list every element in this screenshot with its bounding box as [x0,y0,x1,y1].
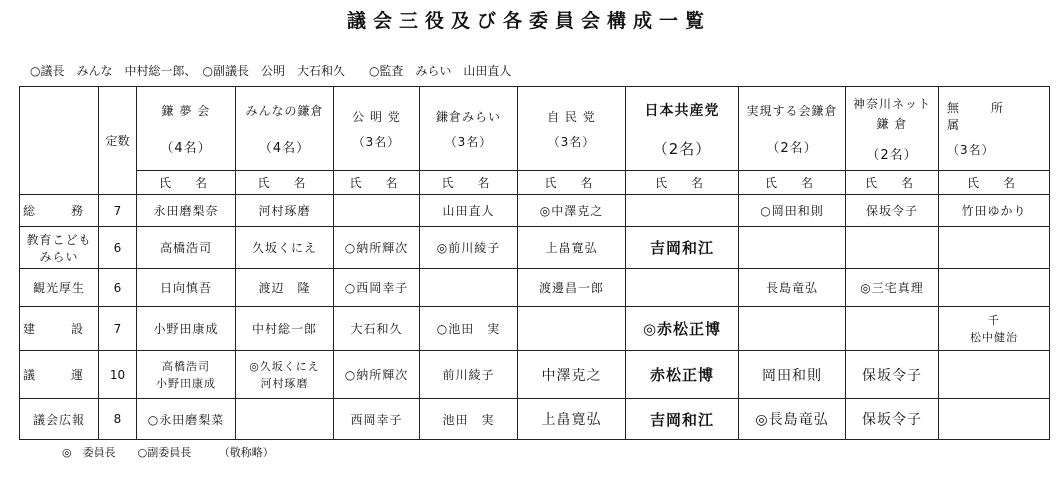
cell-line: 小野田康成 [153,322,219,336]
name-header: 氏 名 [846,171,939,195]
cell-line: 高橋浩司 [159,241,212,255]
cell-line: 松中健治 [970,330,1018,344]
cell-line: 中澤克之 [541,367,602,384]
member-cell [420,195,518,227]
party-header [939,87,1050,171]
member-cell [939,195,1050,227]
cell-line: ○岡田和則 [760,204,824,218]
member-cell [236,351,334,399]
name-header: 氏 名 [518,171,626,195]
party-header [518,87,626,171]
member-cell [846,399,939,440]
member-cell [420,227,518,269]
party-header [420,87,518,171]
cell-line: 教育こども [26,232,92,247]
cell-line: 総 務 [22,204,95,218]
name-header-row [20,171,1050,195]
corner-cell [20,87,99,195]
member-cell [518,269,626,307]
party-name: 実現する会鎌倉 [746,103,838,118]
party-count: （2名） [652,140,712,158]
party-count: （4名） [160,140,212,156]
committee-row [20,351,1050,399]
cell-line: 西岡幸子 [350,412,403,427]
cell-line: 吉岡和江 [649,239,714,257]
committee-teisu: 6 [99,269,137,307]
cell-line: ○西岡幸子 [344,281,409,295]
member-cell [626,399,739,440]
name-header: 氏 名 [626,171,739,195]
member-cell [518,307,626,351]
party-header [334,87,420,171]
cell-line: 観光厚生 [32,281,85,295]
member-cell [739,195,846,227]
member-cell [626,307,739,351]
cell-line: 山田直人 [442,204,495,218]
member-cell [137,195,236,227]
member-cell [626,269,739,307]
member-cell [739,307,846,351]
officers-line: ○議長 みんな 中村総一郎、 ○副議長 公明 大石和久 ○監査 みらい 山田直人 [30,64,512,78]
committee-name [20,269,99,307]
member-cell [846,269,939,307]
party-count: （4名） [258,140,311,156]
cell-line: 赤松正博 [649,366,714,384]
cell-line: 小野田康成 [156,376,216,390]
cell-line: ◎前川綾子 [436,241,501,255]
party-name: みんなの鎌倉 [245,103,324,118]
party-header [739,87,846,171]
party-header [137,87,236,171]
cell-line: 池田 実 [442,412,495,427]
cell-line: 渡邊昌一郎 [538,281,604,295]
committee-name [20,351,99,399]
committee-table [19,86,1050,440]
member-cell [518,227,626,269]
member-cell [137,227,236,269]
cell-line: 高橋浩司 [162,359,210,373]
committee-name [20,227,99,269]
member-cell [626,227,739,269]
committee-row [20,399,1050,440]
member-cell [420,269,518,307]
member-cell [236,307,334,351]
member-cell [846,195,939,227]
cell-line: 千 [988,313,1000,327]
teisu-header: 定数 [99,87,137,195]
cell-line: 議 運 [22,368,95,382]
cell-line: 竹田ゆかり [961,204,1027,218]
member-cell [939,227,1050,269]
member-cell [626,195,739,227]
party-count: （3名） [947,143,995,157]
committee-row [20,269,1050,307]
committee-teisu: 7 [99,307,137,351]
member-cell [939,351,1050,399]
member-cell [236,399,334,440]
member-cell [334,399,420,440]
party-name: 公 明 党 [352,109,401,124]
member-cell [518,399,626,440]
cell-line: 大石和久 [350,322,403,336]
cell-line: ○池田 実 [436,322,501,336]
member-cell [518,195,626,227]
cell-line: 上畠寛弘 [541,412,602,428]
member-cell [137,307,236,351]
party-name: 鎌倉みらい [435,109,501,124]
cell-line: 中村総一郎 [251,322,317,336]
cell-line: みらい [39,249,79,264]
cell-line: ◎赤松正博 [642,320,722,338]
party-count: （3名） [352,134,401,149]
cell-line: ○納所輝次 [344,368,409,382]
party-header [236,87,334,171]
cell-line: 河村琢磨 [258,204,311,218]
name-header: 氏 名 [739,171,846,195]
party-name: 鎌 夢 会 [161,103,211,118]
legend: ◎ 委員長 ○副委員長 （敬称略） [62,446,274,459]
cell-line: 前川綾子 [442,368,495,382]
name-header: 氏 名 [420,171,518,195]
member-cell [236,269,334,307]
cell-line: 渡辺 隆 [258,281,311,295]
party-header [626,87,739,171]
cell-line: ◎長島竜弘 [755,412,829,428]
member-cell [236,195,334,227]
cell-line: ◎中澤克之 [539,204,604,218]
party-name: 神奈川ネット 鎌 倉 [852,97,931,131]
cell-line: 岡田和則 [762,367,822,384]
name-header: 氏 名 [939,171,1050,195]
member-cell [518,351,626,399]
committee-row [20,195,1050,227]
member-cell [334,351,420,399]
cell-line: ◎久坂くにえ [249,359,320,373]
cell-line: 吉岡和江 [649,410,714,429]
party-count: （3名） [547,134,596,149]
party-name: 日本共産党 [644,103,720,119]
member-cell [420,399,518,440]
committee-teisu: 10 [99,351,137,399]
member-cell [137,351,236,399]
committee-teisu: 6 [99,227,137,269]
party-header-row [20,87,1050,171]
committee-teisu: 7 [99,195,137,227]
party-count: （2名） [766,140,818,156]
member-cell [939,269,1050,307]
party-name: 無 所 属 [947,101,1017,132]
member-cell [334,195,420,227]
committee-name [20,307,99,351]
member-cell [626,351,739,399]
member-cell [420,351,518,399]
party-header [846,87,939,171]
party-name: 自 民 党 [547,109,596,124]
committee-teisu: 8 [99,399,137,440]
name-header: 氏 名 [137,171,236,195]
name-header: 氏 名 [236,171,334,195]
member-cell [334,227,420,269]
committee-row [20,307,1050,351]
name-header: 氏 名 [334,171,420,195]
committee-name [20,195,99,227]
member-cell [939,399,1050,440]
committee-row [20,227,1050,269]
cell-line: 久坂くにえ [251,241,317,255]
cell-line: 保坂令子 [862,367,922,384]
member-cell [846,351,939,399]
page-title: 議会三役及び各委員会構成一覧 [346,10,711,32]
member-cell [846,307,939,351]
cell-line: 建 設 [22,322,95,336]
member-cell [334,269,420,307]
cell-line: 日向慎吾 [159,281,212,295]
member-cell [739,227,846,269]
cell-line: 保坂令子 [865,204,918,218]
member-cell [137,399,236,440]
party-count: （3名） [444,134,493,149]
cell-line: 議会広報 [32,412,85,427]
cell-line: ○永田磨梨菜 [147,412,225,427]
committee-name [20,399,99,440]
member-cell [334,307,420,351]
party-count: （2名） [866,148,918,163]
member-cell [739,269,846,307]
cell-line: 河村琢磨 [260,376,309,390]
cell-line: 長島竜弘 [765,281,818,295]
member-cell [236,227,334,269]
cell-line: ◎三宅真理 [860,281,924,295]
member-cell [739,399,846,440]
member-cell [137,269,236,307]
cell-line: 上畠寛弘 [545,241,598,255]
member-cell [739,351,846,399]
cell-line: 永田磨梨奈 [153,204,219,218]
member-cell [846,227,939,269]
member-cell [939,307,1050,351]
member-cell [420,307,518,351]
cell-line: ○納所輝次 [344,241,409,255]
cell-line: 保坂令子 [862,412,922,428]
